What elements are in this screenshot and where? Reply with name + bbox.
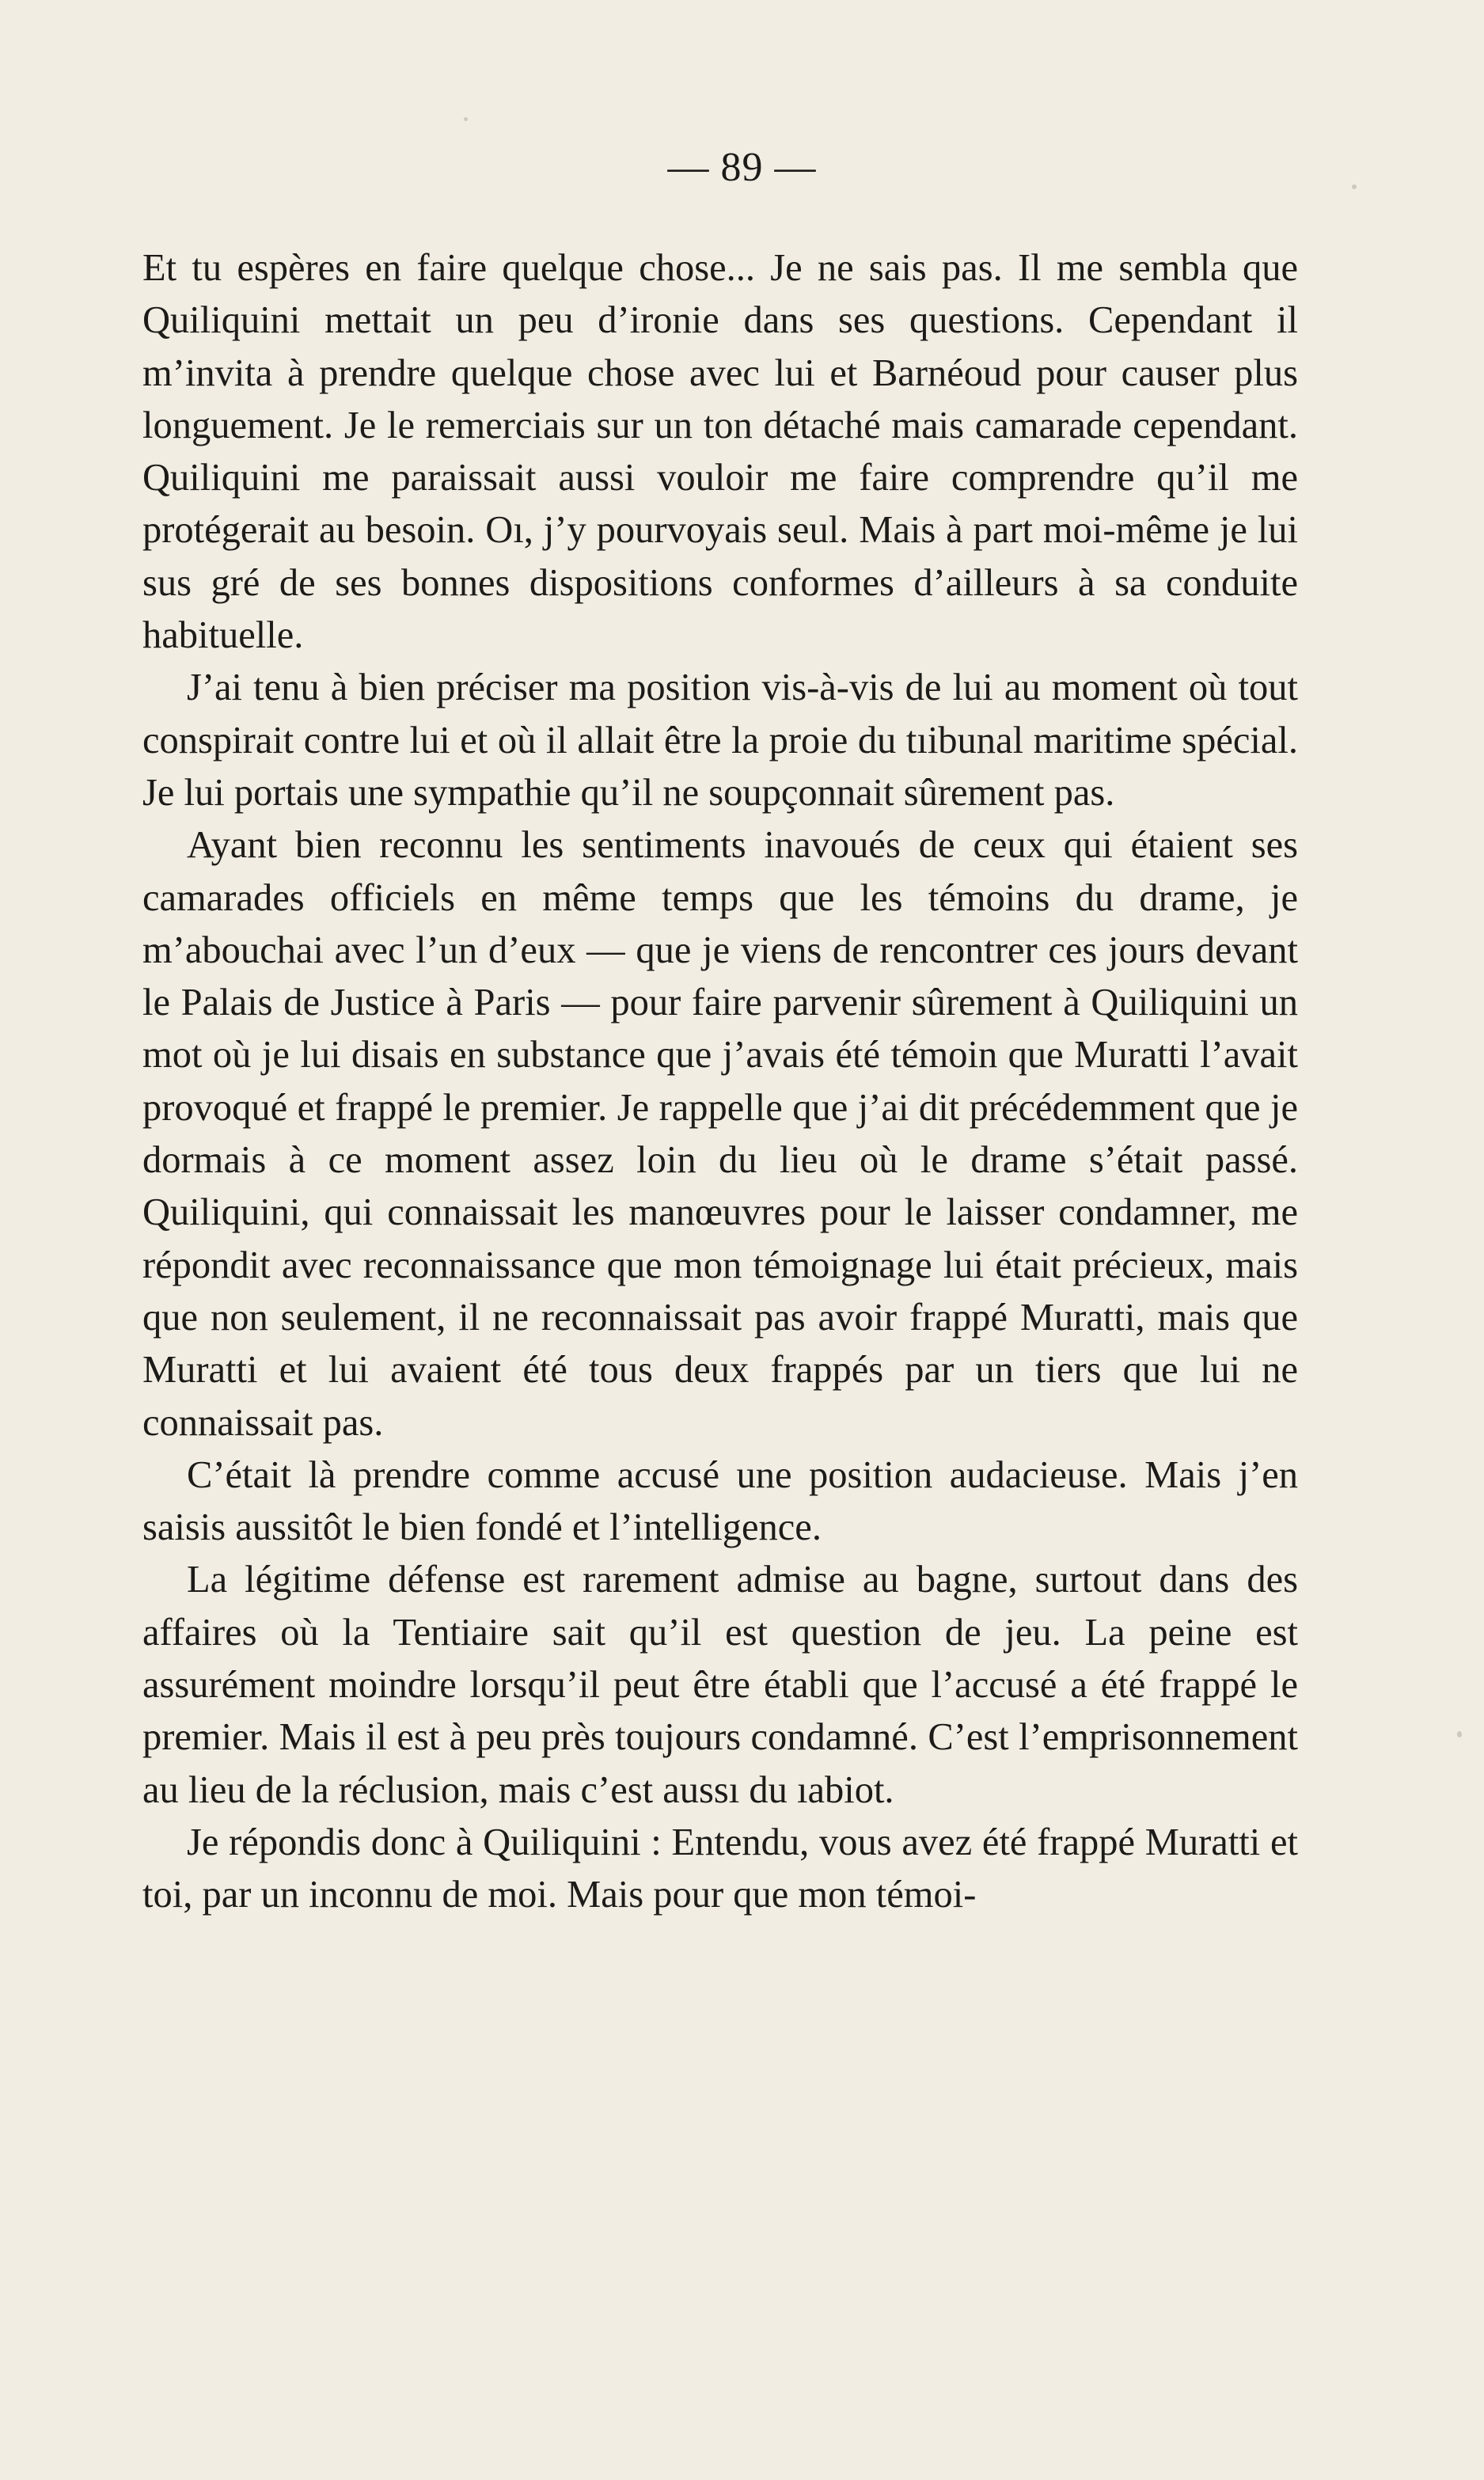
paragraph-2: J’ai tenu à bien préciser ma position vis-à-vis de lui au moment où tout conspirait contre lui et où il allait être la proie du tıibunal maritime spécial. Je lui portais une sympathie qu’il ne soupçonnait sûrement pas.	[142, 667, 1298, 814]
paragraph-1: Et tu espères en faire quelque chose... Je ne sais pas. Il me sembla que Quiliquini mettait un peu d’ironie dans ses questions. Cependant il m’invita à prendre quelque chose avec lui et Barnéoud pour causer plus longuement. Je le remerciais sur un ton détaché mais camarade cependant. Quiliquini me paraissait aussi vouloir me faire comprendre qu’il me protégerait au besoin. Oı, j’y pourvoyais seul. Mais à part moi-même je lui sus gré de ses bonnes dispositions conformes d’ailleurs à sa conduite habituelle.	[142, 247, 1298, 657]
page-number: — 89 —	[667, 145, 817, 190]
paragraph-3: Ayant bien reconnu les sentiments inavoués de ceux qui étaient ses camarades officiels en même temps que les témoins du drame, je m’abouchai avec l’un d’eux — que je viens de rencontrer ces jours devant le Palais de Justice à Paris — pour faire parvenir sûrement à Quiliquini un mot où je lui disais en substance que j’avais été témoin que Muratti l’avait provoqué et frappé le premier. Je rappelle que j’ai dit précédemment que je dormais à ce moment assez loin du lieu où le drame s’était passé. Quiliquini, qui connaissait les manœuvres pour le laisser condamner, me répondit avec reconnaissance que mon témoignage lui était précieux, mais que non seulement, il ne reconnaissait pas avoir frappé Muratti, mais que Muratti et lui avaient été tous deux frappés par un tiers que lui ne connaissait pas.	[142, 824, 1298, 1444]
paragraph-5: La légitime défense est rarement admise au bagne, surtout dans des affaires où la Tentiaire sait qu’il est question de jeu. La peine est assurément moindre lorsqu’il peut être établi que l’accusé a été frappé le premier. Mais il est à peu près toujours condamné. C’est l’emprisonnement au lieu de la réclusion, mais c’est aussı du ıabiot.	[142, 1559, 1298, 1811]
paper-speck	[464, 117, 468, 121]
body-text	[142, 242, 1298, 1922]
paragraph-4: C’était là prendre comme accusé une position audacieuse. Mais j’en saisis aussitôt le bien fondé et l’intelligence.	[142, 1453, 1298, 1549]
paragraph-6: Je répondis donc à Quiliquini : Entendu, vous avez été frappé Muratti et toi, par un inconnu de moi. Mais pour que mon témoi-	[142, 1821, 1298, 1916]
paper-speck	[1457, 1731, 1462, 1738]
